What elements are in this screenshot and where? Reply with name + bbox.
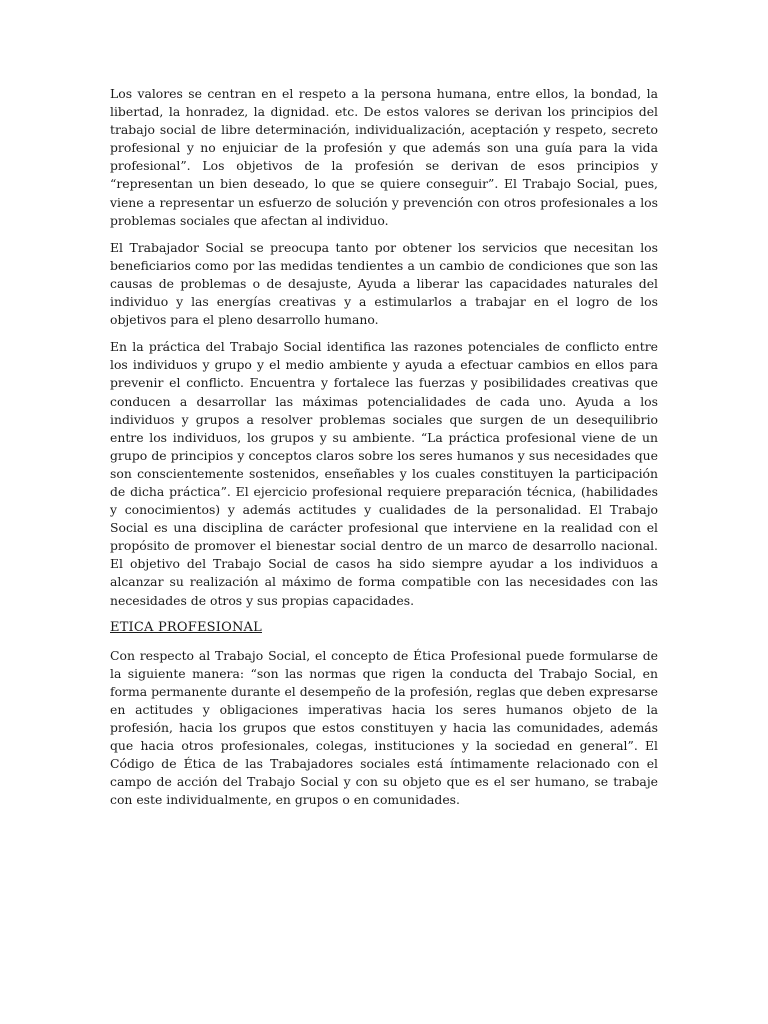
document-page [110, 85, 658, 818]
paragraph-trabajador-social: El Trabajador Social se preocupa tanto por obtener los servicios que necesitan los beneficiarios como por las medidas tendientes a un cambio de condiciones que son las causas de problemas o de desajuste, Ayuda a liberar las capacidades naturales del individuo y las energías creativas y a estimularlos a trabajar en el logro de los objetivos para el pleno desarrollo humano. [110, 239, 658, 328]
paragraph-etica-profesional: Con respecto al Trabajo Social, el concepto de Ética Profesional puede formularse de la siguiente manera: “son las normas que rigen la conducta del Trabajo Social, en forma permanente durante el desempeño de la profesión, reglas que deben expresarse en actitudes y obligaciones imperativas hacia los seres humanos objeto de la profesión, hacia los grupos que estos constituyen y hacia las comunidades, además que hacia otros profesionales, colegas, instituciones y la sociedad en general”. El Código de Ética de las Trabajadores sociales está íntimamente relacionado con el campo de acción del Trabajo Social y con su objeto que es el ser humano, se trabaje con este individualmente, en grupos o en comunidades. [110, 647, 658, 808]
paragraph-valores: Los valores se centran en el respeto a la persona humana, entre ellos, la bondad, la libertad, la honradez, la dignidad. etc. De estos valores se derivan los principios del trabajo social de libre determinación, individualización, aceptación y respeto, secreto profesional y no enjuiciar de la profesión y que además son una guía para la vida profesional”. Los objetivos de la profesión se derivan de esos principios y “representan un bien deseado, lo que se quiere conseguir”. El Trabajo Social, pues, viene a representar un esfuerzo de solución y prevención con otros profesionales a los problemas sociales que afectan al individuo. [110, 86, 658, 228]
paragraph-practica: En la práctica del Trabajo Social identifica las razones potenciales de conflicto entre los individuos y grupo y el medio ambiente y ayuda a efectuar cambios en ellos para prevenir el conflicto. Encuentra y fortalece las fuerzas y posibilidades creativas que conducen a desarrollar las máximas potencialidades de cada uno. Ayuda a los individuos y grupos a resolver problemas sociales que surgen de un desequilibrio entre los individuos, los grupos y su ambiente. “La práctica profesional viene de un grupo de principios y conceptos claros sobre los seres humanos y sus necesidades que son conscientemente sostenidos, enseñables y los cuales constituyen la participación de dicha práctica”. El ejercicio profesional requiere preparación técnica, (habilidades y conocimientos) y además actitudes y cualidades de la personalidad. El Trabajo Social es una disciplina de carácter profesional que interviene en la realidad con el propósito de promover el bienestar social dentro de un marco de desarrollo nacional. El objetivo del Trabajo Social de casos ha sido siempre ayudar a los individuos a alcanzar su realización al máximo de forma compatible con las necesidades con las necesidades de otros y sus propias capacidades. [110, 339, 658, 608]
section-heading-etica: ETICA PROFESIONAL [110, 619, 262, 635]
